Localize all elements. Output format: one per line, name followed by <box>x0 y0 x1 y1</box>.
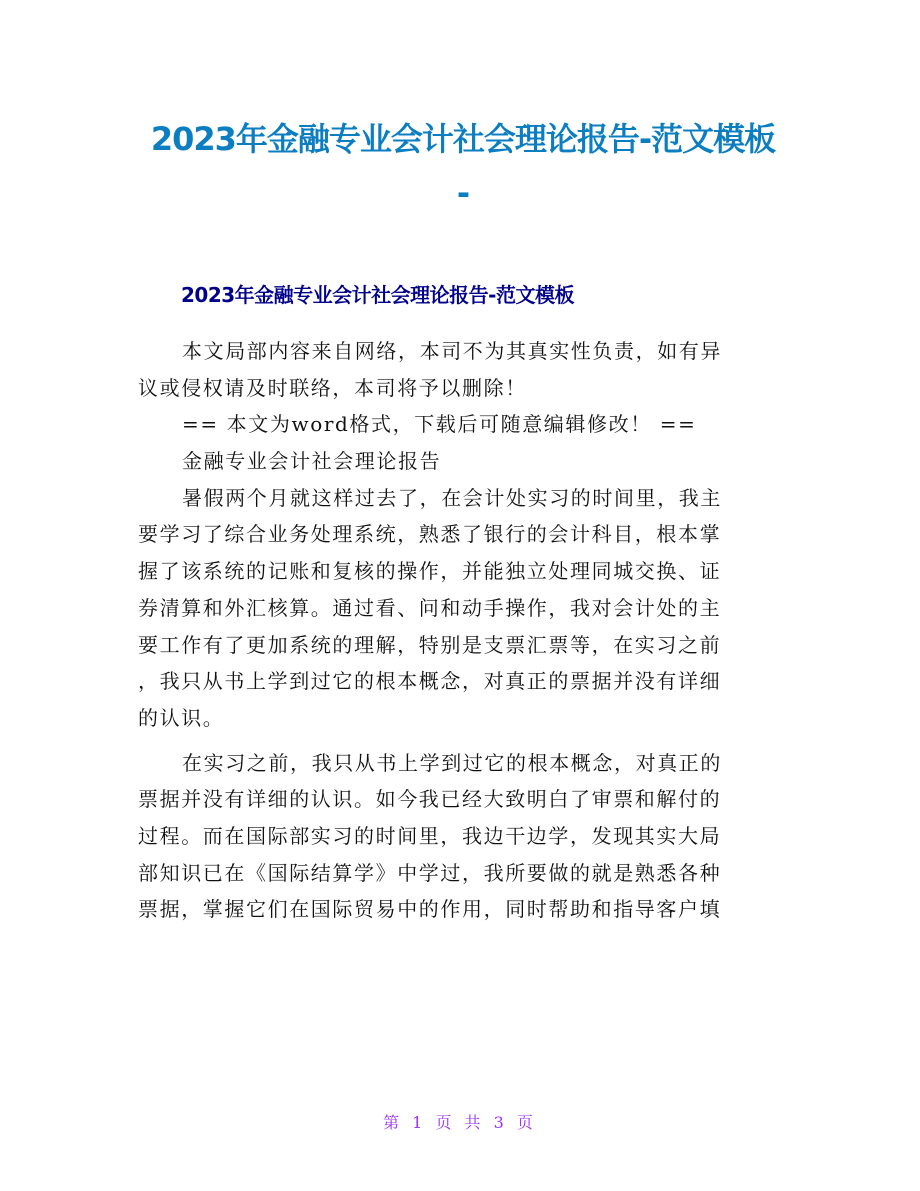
paragraph-1 <box>138 480 784 737</box>
text-line: 在实习之前，我只从书上学到过它的根本概念，对真正的 <box>182 750 722 775</box>
report-heading: 金融专业会计社会理论报告 <box>182 449 442 474</box>
text-line: 握了该系统的记账和复核的操作，并能独立处理同城交换、证 <box>138 559 722 584</box>
text-line: 本文局部内容来自网络，本司不为其真实性负责，如有异 <box>182 339 722 363</box>
format-note: == 本文为word格式，下载后可随意编辑修改！ == <box>182 412 697 437</box>
text-line: 议或侵权请及时联络，本司将予以删除！ <box>138 375 527 400</box>
text-line: 票据，掌握它们在国际贸易中的作用，同时帮助和指导客户填 <box>138 897 722 922</box>
text-line: 要学习了综合业务处理系统，熟悉了银行的会计科目，根本掌 <box>138 522 722 547</box>
text-line: 暑假两个月就这样过去了，在会计处实习的时间里，我主 <box>182 485 722 510</box>
document-subtitle: 2023年金融专业会计社会理论报告-范文模板 <box>181 283 574 307</box>
text-line: 券清算和外汇核算。通过看、问和动手操作，我对会计处的主 <box>138 595 722 620</box>
page-indicator: 第 1 页 共 3 页 <box>383 1113 537 1132</box>
text-line: 票据并没有详细的认识。如今我已经大致明白了审票和解付的 <box>138 787 722 812</box>
page-title <box>138 112 788 220</box>
text-line: 过程。而在国际部实习的时间里，我边干边学，发现其实大局 <box>138 823 722 848</box>
page-title-line1: 2023年金融专业会计社会理论报告-范文模板 <box>150 120 776 158</box>
disclaimer-paragraph <box>138 333 784 406</box>
text-line: 的认识。 <box>138 705 225 730</box>
text-line: 部知识已在《国际结算学》中学过，我所要做的就是熟悉各种 <box>138 860 722 885</box>
document-body <box>138 333 784 928</box>
paragraph-2 <box>138 745 784 928</box>
text-line: 要工作有了更加系统的理解，特别是支票汇票等，在实习之前 <box>138 632 722 657</box>
text-line: ，我只从书上学到过它的根本概念，对真正的票据并没有详细 <box>138 669 722 694</box>
page-title-line2: - <box>456 174 470 212</box>
